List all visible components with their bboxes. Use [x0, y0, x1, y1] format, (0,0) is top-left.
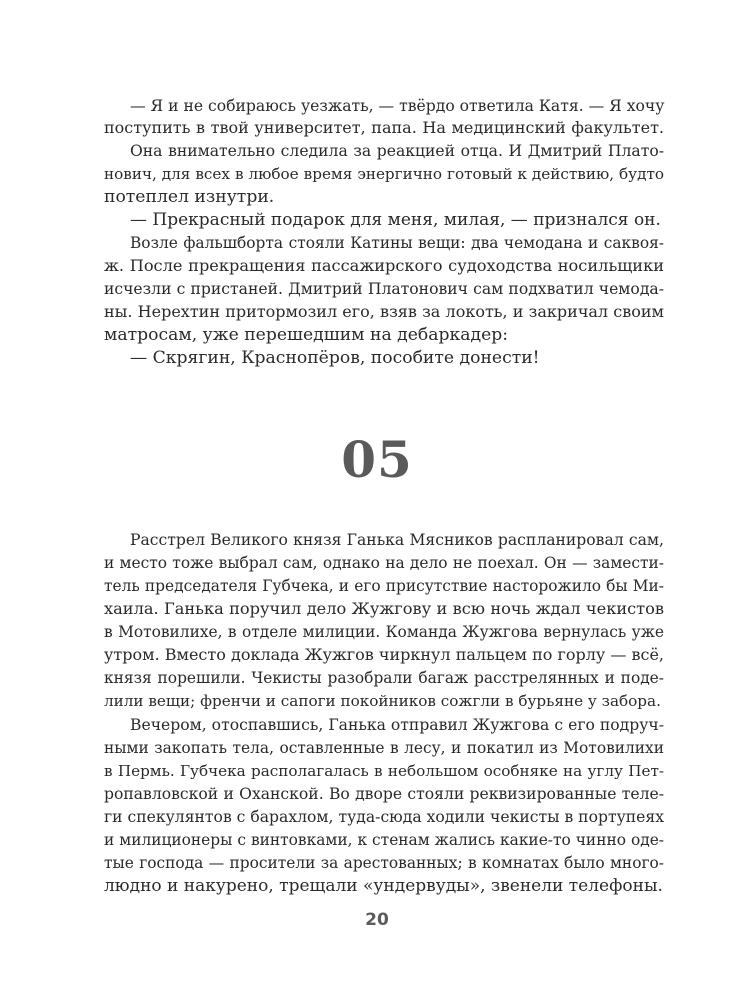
- text-line: тель председателя Губчека, и его присутствие насторожило бы Ми-: [104, 577, 664, 595]
- text-line: людно и накурено, трещали «ундервуды», звенели телефоны.: [104, 876, 663, 896]
- text-line: — Скрягин, Краснопёров, пособите донести!: [130, 348, 540, 368]
- text-line: ны. Нерехтин притормозил его, взяв за локоть, и закричал своим: [104, 302, 664, 321]
- text-line: ными закопать тела, оставленные в лесу, и покатил из Мотовилихи: [104, 739, 664, 757]
- text-line: в Пермь. Губчека располагалась в небольшом особняке на углу Пет-: [104, 762, 664, 780]
- text-line: ги спекулянтов с барахлом, туда-сюда ходили чекисты в портупеях: [104, 808, 664, 826]
- text-line: Расстрел Великого князя Ганька Мясников распланировал сам,: [130, 531, 664, 549]
- text-line: Она внимательно следила за реакцией отца. И Дмитрий Плато-: [130, 142, 664, 160]
- text-line: хаила. Ганька поручил дело Жужгову и всю ночь ждал чекистов: [104, 599, 664, 618]
- text-line: Возле фальшборта стояли Катины вещи: два чемодана и саквоя-: [130, 234, 664, 252]
- text-line: исчезли с пристаней. Дмитрий Платонович сам подхватил чемода-: [104, 280, 664, 298]
- text-line: и место тоже выбрал сам, однако на дело не поехал. Он — замести-: [104, 554, 664, 572]
- text-line: в Мотовилихе, в отделе милиции. Команда Жужгова вернулась уже: [104, 623, 664, 641]
- text-line: — Прекрасный подарок для меня, милая, — признался он.: [130, 210, 661, 230]
- text-line: нович, для всех в любое время энергично готовый к действию, будто: [104, 165, 664, 183]
- text-line: князя порешили. Чекисты разобрали багаж расстрелянных и поде-: [104, 669, 664, 687]
- text-line: потеплел изнутри.: [104, 187, 275, 207]
- text-line: и милиционеры с винтовками, к стенам жались какие-то чинно оде-: [104, 831, 664, 849]
- text-line: ж. После прекращения пассажирского судоходства носильщики: [104, 256, 664, 275]
- text-line: тые господа — просители за арестованных; в комнатах было много-: [104, 854, 664, 872]
- text-line: матросам, уже перешедшим на дебаркадер:: [104, 325, 509, 345]
- text-line: утром. Вместо доклада Жужгов чиркнул пальцем по горлу — всё,: [104, 645, 664, 664]
- text-line: ропавловской и Оханской. Во дворе стояли реквизированные теле-: [104, 785, 664, 803]
- text-line: Вечером, отоспавшись, Ганька отправил Жужгова с его подруч-: [130, 716, 664, 734]
- text-line: — Я и не собираюсь уезжать, — твёрдо ответила Катя. — Я хочу: [130, 97, 665, 115]
- page-number: 20: [365, 910, 389, 930]
- text-line: поступить в твой университет, папа. На медицинский факультет.: [104, 118, 664, 137]
- chapter-number: 05: [341, 430, 413, 489]
- text-line: лили вещи; френчи и сапоги покойников сожгли в бурьяне у забора.: [104, 692, 661, 710]
